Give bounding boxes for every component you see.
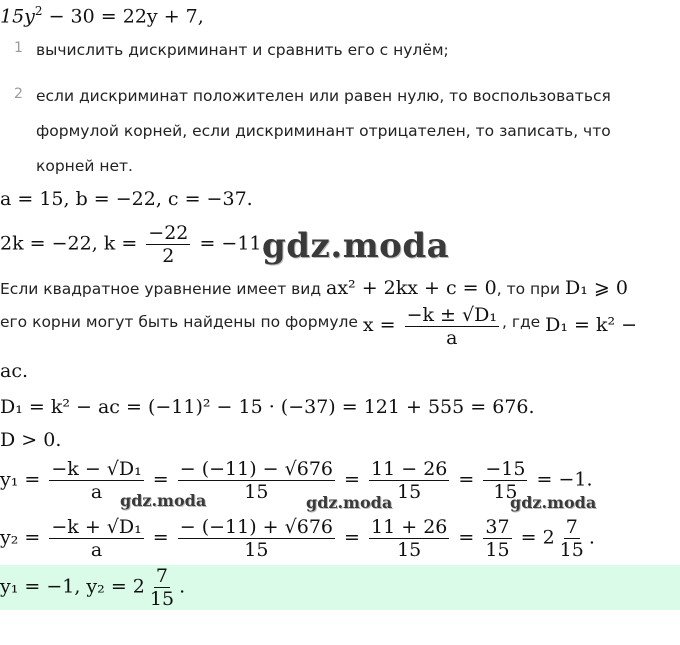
formula-d1: D₁ = k² −	[545, 314, 638, 336]
formula-line-3: ac.	[0, 360, 29, 382]
k-fraction-numerator: −22	[148, 222, 189, 244]
formula-fraction	[405, 304, 499, 349]
y2-mixed-den: 15	[559, 539, 584, 561]
y2-fraction-1	[49, 516, 143, 561]
k-fraction	[146, 222, 190, 267]
equation-line	[0, 4, 204, 27]
y1-result: = −1.	[536, 468, 593, 491]
y2-f1-den: a	[90, 539, 103, 561]
equation-exponent: 2	[34, 4, 43, 18]
y2-mixed-num: 7	[565, 516, 578, 538]
formula-math-1: ax² + 2kx + c = 0	[326, 277, 497, 299]
y1-f1-num: −k − √D₁	[51, 458, 142, 480]
formula-line-2	[0, 304, 637, 349]
watermark-small-3: gdz.moda	[510, 493, 597, 512]
k-line-right: = −11.	[193, 232, 268, 255]
step-text-2-line-3: корней нет.	[36, 157, 133, 175]
formula-text-2: , то при	[496, 280, 565, 298]
y1-f2-num: − (−11) − √676	[179, 458, 334, 480]
watermark-small-1: gdz.moda	[120, 491, 207, 510]
formula-fraction-denominator: a	[446, 327, 458, 349]
formula-line-1	[0, 277, 628, 299]
step-number-1: 1	[14, 40, 23, 56]
y2-lhs: y₂ =	[0, 526, 47, 549]
equation-rest: − 30 = 22y + 7,	[42, 5, 204, 28]
d1-line: D₁ = k² − ac = (−11)² − 15 · (−37) = 121 + 555 = 676.	[0, 396, 535, 418]
watermark-small-2: gdz.moda	[306, 493, 393, 512]
y2-f2-den: 15	[244, 539, 269, 561]
step-text-1: вычислить дискриминант и сравнить его с нулём;	[36, 41, 449, 59]
answer-den: 15	[149, 588, 175, 610]
k-fraction-denominator: 2	[162, 245, 175, 267]
y1-f2-den: 15	[244, 481, 269, 503]
answer-fraction	[148, 565, 176, 610]
step-number-2: 2	[14, 86, 23, 102]
y2-fraction-4	[483, 516, 511, 561]
y2-line: y₂ = $\frac{\text{−k + √D₁}}{a}$ = $\frac{- (-11) + √676}{15}$ = $\frac{11 + 26}{15}$ = $\frac{37}{15}$ = 2 $\frac{7}{15}$ .	[0, 516, 595, 561]
formula-condition: D₁ ⩾ 0	[565, 277, 628, 299]
y1-f3-num: 11 − 26	[371, 458, 448, 480]
k-line	[0, 222, 268, 267]
y1-f1-den: a	[90, 481, 103, 503]
step-text-2-line-2: формулой корней, если дискриминант отрицателен, то записать, что	[36, 122, 611, 140]
y2-mixed-fraction	[558, 516, 586, 561]
formula-fraction-numerator: −k ± √D₁	[406, 304, 497, 326]
y1-f4-num: −15	[485, 458, 526, 480]
y2-f3-den: 15	[397, 539, 422, 561]
answer-end: .	[179, 575, 186, 598]
step-text-2-line-1: если дискриминат положителен или равен нулю, то воспользоваться	[36, 87, 611, 105]
formula-x: x =	[362, 314, 402, 336]
formula-text-4: , где	[501, 313, 546, 331]
y2-f2-num: − (−11) + √676	[179, 516, 334, 538]
watermark-logo: gdz.moda	[262, 226, 450, 266]
y1-f4-den: 15	[493, 481, 518, 503]
y1-lhs: y₁ =	[0, 468, 47, 491]
y2-fraction-3	[369, 516, 449, 561]
d-positive-line: D > 0.	[0, 429, 62, 451]
y2-fraction-2	[178, 516, 335, 561]
formula-text-1: Если квадратное уравнение имеет вид	[0, 280, 327, 298]
k-line-left: 2k = −22, k =	[0, 232, 144, 255]
y2-f4-num: 37	[485, 516, 510, 538]
answer-text: y₁ = −1, y₂ = 2	[0, 575, 145, 598]
answer-num: 7	[155, 565, 169, 587]
answer-line	[0, 565, 185, 610]
y1-line: y₁ = $\frac{\text{−k − √D₁}}{a}$ = $\frac{- (-11) - √676}{15}$ = $\frac{11 - 26}{15}$ = $\frac{-15}{15}$ = −1.	[0, 458, 593, 503]
y2-f1-num: −k + √D₁	[51, 516, 142, 538]
y2-f4-den: 15	[485, 539, 510, 561]
y1-f3-den: 15	[397, 481, 422, 503]
coefficients-line: a = 15, b = −22, c = −37.	[0, 188, 253, 210]
y2-end: .	[588, 526, 595, 549]
y2-mixed-whole: 2	[542, 526, 555, 549]
y2-f3-num: 11 + 26	[371, 516, 448, 538]
equation-left: 15y	[0, 5, 35, 28]
formula-text-3: его корни могут быть найдены по формуле	[0, 313, 363, 331]
